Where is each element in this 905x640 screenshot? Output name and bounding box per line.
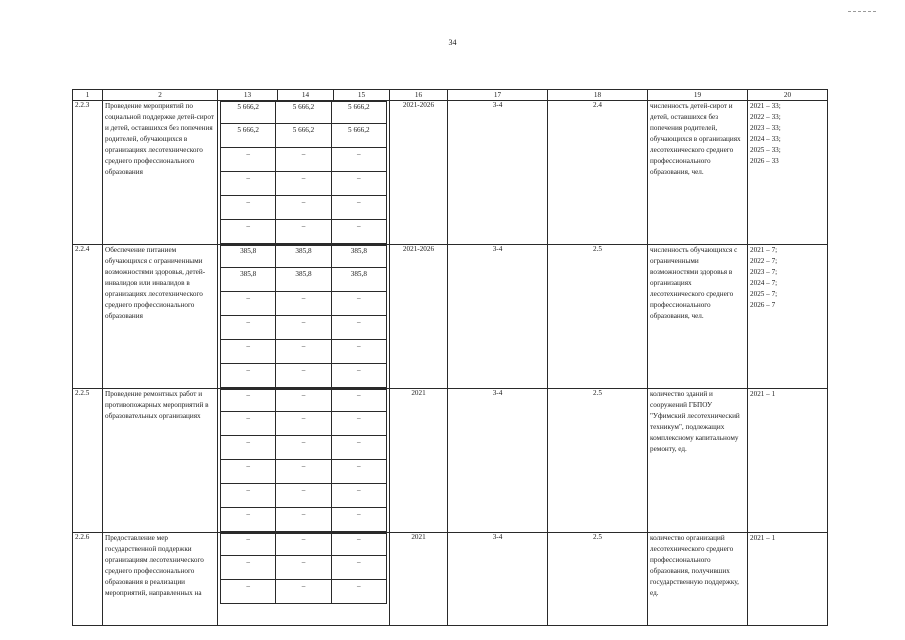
- indicator-value: 2021 – 1: [750, 534, 776, 542]
- indicator-value: 2023 – 7;: [750, 268, 778, 276]
- financing-value: –: [276, 580, 331, 604]
- financing-value: –: [221, 508, 276, 532]
- financing-value: –: [276, 196, 331, 220]
- financing-value: –: [276, 292, 331, 316]
- financing-row: [221, 102, 387, 124]
- indicator-description: количество организаций лесотехнического среднего профессионального образования, получивших государственную поддержку, ед.: [648, 533, 748, 626]
- financing-grid: [220, 245, 387, 388]
- item-number: 2.2.4: [73, 245, 103, 389]
- item-number: 2.2.3: [73, 101, 103, 245]
- indicator-value: 2021 – 1: [750, 390, 776, 398]
- financing-row: [221, 364, 387, 388]
- financing-cell: [218, 533, 390, 626]
- financing-value: 385,8: [276, 268, 331, 292]
- financing-row: [221, 246, 387, 268]
- header-cell: 1: [73, 90, 103, 101]
- financing-value: –: [331, 460, 386, 484]
- financing-row: [221, 220, 387, 244]
- header-cell: 2: [103, 90, 218, 101]
- indicator-value: 2022 – 33;: [750, 113, 781, 121]
- column-17-value: 3-4: [448, 101, 548, 245]
- financing-grid: [220, 533, 387, 604]
- header-cell: 18: [548, 90, 648, 101]
- financing-value: –: [331, 364, 386, 388]
- financing-row: [221, 390, 387, 412]
- financing-value: –: [331, 292, 386, 316]
- scan-corner-mark: [848, 11, 876, 13]
- implementation-years: 2021: [390, 389, 448, 533]
- financing-value: 5 666,2: [331, 102, 386, 124]
- financing-value: 385,8: [221, 268, 276, 292]
- indicator-value: 2024 – 33;: [750, 135, 781, 143]
- financing-value: –: [221, 412, 276, 436]
- column-17-value: 3-4: [448, 389, 548, 533]
- financing-value: 385,8: [331, 246, 386, 268]
- financing-row: [221, 292, 387, 316]
- financing-value: –: [331, 172, 386, 196]
- financing-value: –: [276, 316, 331, 340]
- financing-value: –: [331, 390, 386, 412]
- column-18-value: 2.5: [548, 533, 648, 626]
- indicator-value: 2021 – 7;: [750, 246, 778, 254]
- financing-value: –: [221, 196, 276, 220]
- financing-value: –: [331, 220, 386, 244]
- financing-value: –: [221, 460, 276, 484]
- financing-value: 385,8: [221, 246, 276, 268]
- indicator-values: [748, 389, 828, 533]
- column-18-value: 2.5: [548, 245, 648, 389]
- indicator-description: численность обучающихся с ограниченными возможностями здоровья в организациях лесотехнического среднего профессионального образования, чел.: [648, 245, 748, 389]
- indicator-value: 2022 – 7;: [750, 257, 778, 265]
- financing-grid: [220, 101, 387, 244]
- financing-value: 5 666,2: [221, 124, 276, 148]
- header-cell: 19: [648, 90, 748, 101]
- financing-value: –: [331, 580, 386, 604]
- financing-value: –: [221, 484, 276, 508]
- financing-cell: [218, 389, 390, 533]
- column-18-value: 2.5: [548, 389, 648, 533]
- financing-value: 5 666,2: [331, 124, 386, 148]
- indicator-description: численность детей-сирот и детей, оставшихся без попечения родителей, обучающихся в организациях лесотехнического среднего профессионального образования, чел.: [648, 101, 748, 245]
- financing-value: –: [276, 390, 331, 412]
- financing-row: [221, 484, 387, 508]
- financing-value: –: [221, 292, 276, 316]
- item-number: 2.2.5: [73, 389, 103, 533]
- financing-row: [221, 124, 387, 148]
- financing-value: –: [221, 148, 276, 172]
- indicator-values: [748, 245, 828, 389]
- financing-value: –: [331, 412, 386, 436]
- table-row: [73, 101, 828, 245]
- item-name: Обеспечение питанием обучающихся с ограниченными возможностями здоровья, детей-инвалидов или инвалидов в организациях лесотехнического среднего профессионального образования: [103, 245, 218, 389]
- table-row: [73, 389, 828, 533]
- financing-row: [221, 172, 387, 196]
- financing-row: [221, 340, 387, 364]
- table-row: [73, 533, 828, 626]
- indicator-values: [748, 101, 828, 245]
- financing-row: [221, 508, 387, 532]
- financing-value: –: [276, 340, 331, 364]
- indicator-values: [748, 533, 828, 626]
- financing-value: –: [331, 436, 386, 460]
- item-number: 2.2.6: [73, 533, 103, 626]
- table-row: [73, 245, 828, 389]
- financing-row: [221, 412, 387, 436]
- item-name: Предоставление мер государственной поддержки организациям лесотехнического среднего профессионального образования в реализации мероприятий, направленных на: [103, 533, 218, 626]
- financing-value: –: [221, 534, 276, 556]
- header-cell: 13: [218, 90, 278, 101]
- page-number: 34: [448, 38, 457, 47]
- item-name: Проведение мероприятий по социальной поддержке детей-сирот и детей, оставшихся без попечения родителей, обучающихся в организациях лесотехнического среднего профессионального образования: [103, 101, 218, 245]
- financing-row: [221, 556, 387, 580]
- indicator-value: 2025 – 7;: [750, 290, 778, 298]
- indicator-description: количество зданий и сооружений ГБПОУ "Уфимский лесотехнический техникум", подлежащих комплексному капитальному ремонту, ед.: [648, 389, 748, 533]
- financing-row: [221, 534, 387, 556]
- financing-value: –: [221, 364, 276, 388]
- financing-value: –: [276, 220, 331, 244]
- item-name: Проведение ремонтных работ и противопожарных мероприятий в образовательных организациях: [103, 389, 218, 533]
- implementation-years: 2021-2026: [390, 245, 448, 389]
- indicator-value: 2023 – 33;: [750, 124, 781, 132]
- financing-value: 5 666,2: [276, 102, 331, 124]
- financing-value: –: [331, 484, 386, 508]
- financing-row: [221, 580, 387, 604]
- financing-row: [221, 436, 387, 460]
- financing-value: –: [276, 534, 331, 556]
- financing-value: –: [221, 390, 276, 412]
- financing-value: –: [331, 508, 386, 532]
- financing-grid: [220, 389, 387, 532]
- financing-cell: [218, 245, 390, 389]
- financing-value: –: [276, 556, 331, 580]
- financing-value: –: [221, 436, 276, 460]
- financing-value: –: [331, 148, 386, 172]
- financing-value: –: [331, 556, 386, 580]
- financing-row: [221, 460, 387, 484]
- financing-value: 385,8: [276, 246, 331, 268]
- indicator-value: 2025 – 33;: [750, 146, 781, 154]
- financing-value: 5 666,2: [221, 102, 276, 124]
- financing-value: –: [276, 172, 331, 196]
- financing-value: –: [331, 534, 386, 556]
- financing-value: –: [276, 436, 331, 460]
- financing-value: –: [331, 340, 386, 364]
- indicator-value: 2026 – 33: [750, 157, 779, 165]
- header-cell: 17: [448, 90, 548, 101]
- indicator-value: 2026 – 7: [750, 301, 776, 309]
- financing-value: –: [221, 556, 276, 580]
- financing-value: 5 666,2: [276, 124, 331, 148]
- program-table: [72, 89, 828, 626]
- financing-row: [221, 196, 387, 220]
- financing-value: –: [221, 220, 276, 244]
- indicator-value: 2024 – 7;: [750, 279, 778, 287]
- financing-value: –: [276, 364, 331, 388]
- header-cell: 16: [390, 90, 448, 101]
- financing-value: –: [221, 316, 276, 340]
- column-17-value: 3-4: [448, 245, 548, 389]
- header-cell: 14: [278, 90, 334, 101]
- implementation-years: 2021-2026: [390, 101, 448, 245]
- financing-row: [221, 268, 387, 292]
- financing-value: –: [276, 148, 331, 172]
- header-row: [73, 90, 828, 101]
- financing-value: –: [276, 484, 331, 508]
- financing-row: [221, 148, 387, 172]
- financing-value: 385,8: [331, 268, 386, 292]
- indicator-value: 2021 – 33;: [750, 102, 781, 110]
- column-17-value: 3-4: [448, 533, 548, 626]
- column-18-value: 2.4: [548, 101, 648, 245]
- financing-value: –: [276, 412, 331, 436]
- financing-value: –: [221, 340, 276, 364]
- financing-cell: [218, 101, 390, 245]
- financing-value: –: [221, 172, 276, 196]
- financing-value: –: [331, 316, 386, 340]
- financing-row: [221, 316, 387, 340]
- financing-value: –: [331, 196, 386, 220]
- financing-value: –: [276, 460, 331, 484]
- header-cell: 20: [748, 90, 828, 101]
- header-cell: 15: [334, 90, 390, 101]
- financing-value: –: [276, 508, 331, 532]
- financing-value: –: [221, 580, 276, 604]
- implementation-years: 2021: [390, 533, 448, 626]
